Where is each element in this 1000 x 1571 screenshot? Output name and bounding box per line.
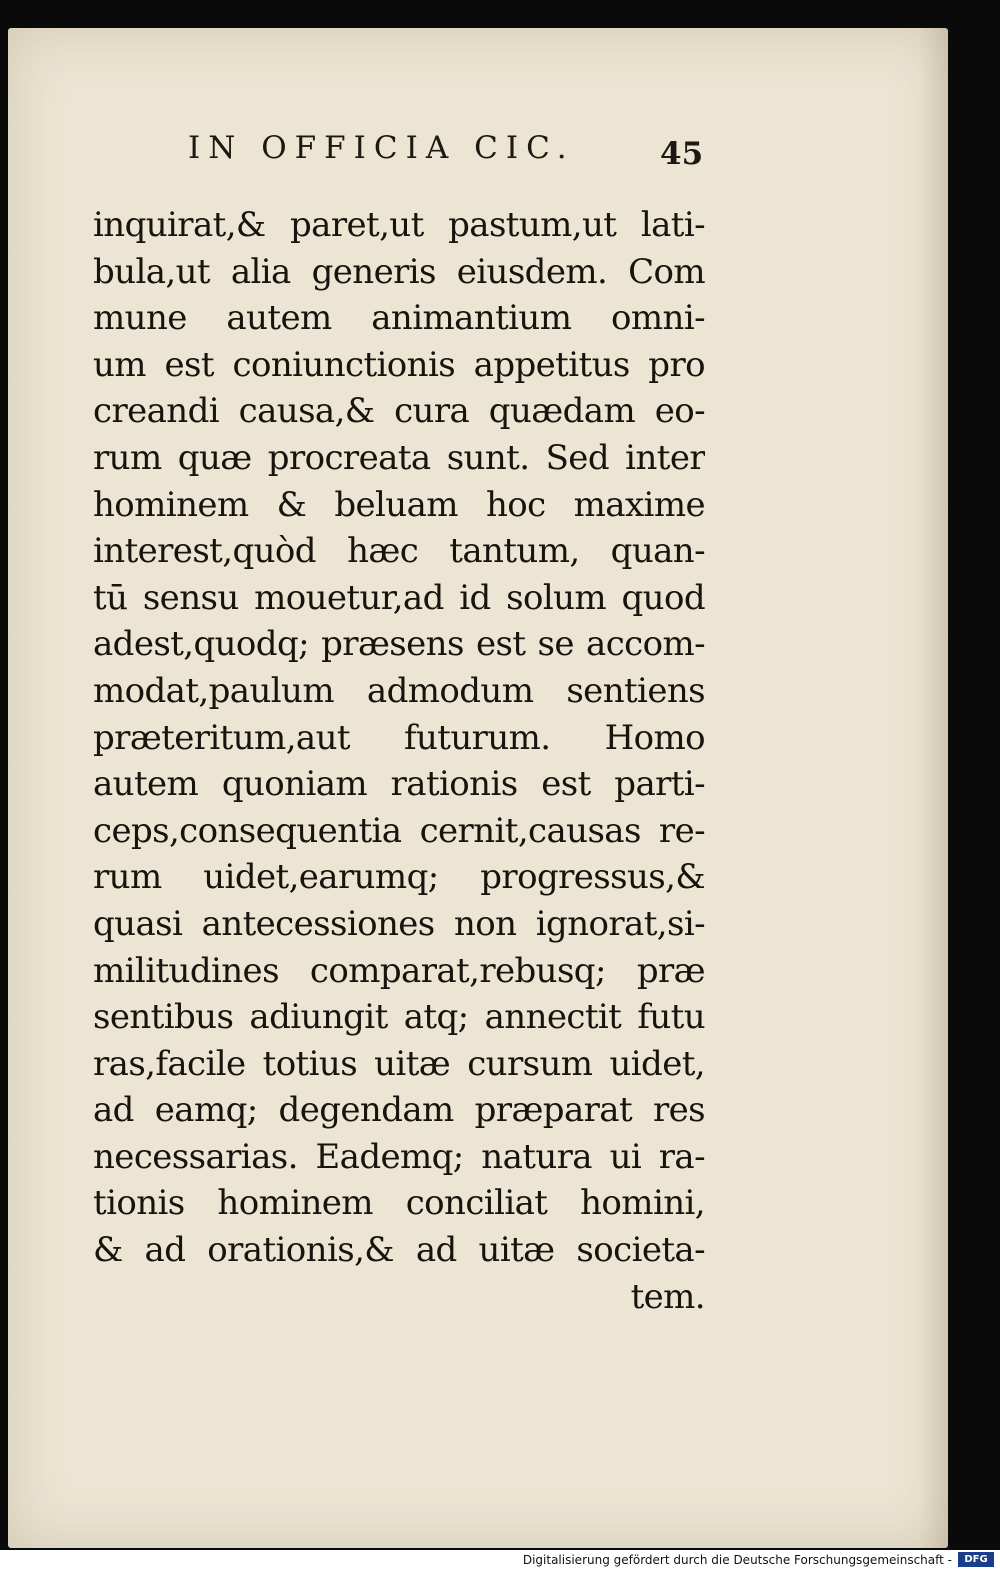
page-number: 45 bbox=[660, 136, 704, 172]
text-block bbox=[93, 202, 705, 1320]
text-line: hominem & beluam hoc maxime bbox=[93, 484, 705, 525]
text-line: creandi causa,& cura quædam eo- bbox=[93, 391, 705, 432]
text-line: inquirat,& paret,ut pastum,ut lati- bbox=[93, 205, 705, 245]
text-line: modat,paulum admodum sentiens bbox=[93, 670, 705, 711]
catchword: tem. bbox=[630, 1276, 705, 1317]
text-line: tū sensu mouetur,ad id solum quod bbox=[93, 577, 705, 618]
dfg-logo: DFG bbox=[958, 1552, 994, 1567]
digitization-credit: Digitalisierung gefördert durch die Deutsche Forschungsgemeinschaft - bbox=[522, 1553, 952, 1567]
text-line: militudines comparat,rebusq; præ bbox=[93, 950, 705, 991]
text-line: ras,facile totius uitæ cursum uidet, bbox=[93, 1043, 705, 1084]
text-line: quasi antecessiones non ignorat,si- bbox=[93, 903, 705, 944]
text-line: rum quæ procreata sunt. Sed inter bbox=[93, 437, 705, 478]
text-line: adest,quodq; præsens est se accom- bbox=[93, 624, 705, 665]
text-line: rum uidet,earumq; progressus,& bbox=[93, 857, 705, 898]
text-line: necessarias. Eademq; natura ui ra- bbox=[93, 1136, 705, 1177]
text-line: interest,quòd hæc tantum, quan- bbox=[93, 531, 705, 572]
text-line: ceps,consequentia cernit,causas re- bbox=[93, 810, 705, 851]
book-page bbox=[8, 28, 948, 1548]
text-line: um est coniunctionis appetitus pro bbox=[93, 344, 705, 385]
text-line: bula,ut alia generis eiusdem. Com bbox=[93, 251, 705, 292]
running-head: IN OFFICIA CIC. bbox=[188, 130, 575, 166]
text-line: sentibus adiungit atq; annectit futu bbox=[93, 997, 705, 1038]
text-line: ad eamq; degendam præparat res bbox=[93, 1090, 705, 1131]
text-line: mune autem animantium omni- bbox=[93, 298, 705, 339]
text-line: autem quoniam rationis est parti- bbox=[93, 764, 705, 805]
text-line: tionis hominem conciliat homini, bbox=[93, 1183, 705, 1224]
text-line: præteritum,aut futurum. Homo bbox=[93, 717, 705, 758]
text-line: & ad orationis,& ad uitæ societa- bbox=[93, 1230, 705, 1271]
